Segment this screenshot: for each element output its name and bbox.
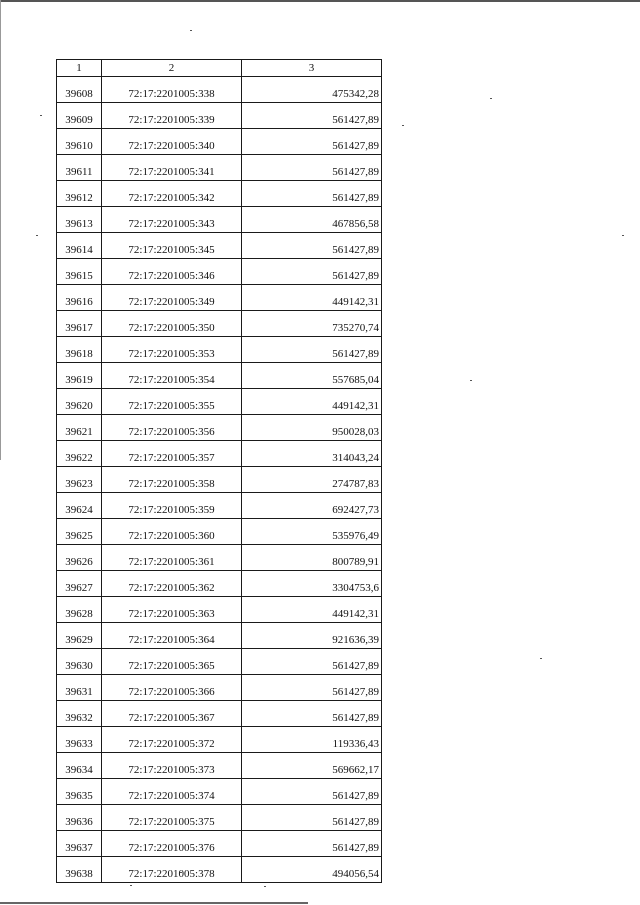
scan-speck [264, 886, 266, 887]
row-number-cell: 39612 [57, 181, 102, 207]
cadastral-value-cell: 569662,17 [242, 753, 382, 779]
row-number-cell: 39633 [57, 727, 102, 753]
scan-speck [622, 235, 624, 236]
row-number-cell: 39613 [57, 207, 102, 233]
cadastral-value-cell: 735270,74 [242, 311, 382, 337]
table-body [57, 77, 382, 883]
cadastral-number-cell: 72:17:2201005:372 [102, 727, 242, 753]
table-row [57, 805, 382, 831]
table-row [57, 155, 382, 181]
table-row [57, 259, 382, 285]
table-row [57, 519, 382, 545]
cadastral-value-cell: 561427,89 [242, 129, 382, 155]
cadastral-number-cell: 72:17:2201005:363 [102, 597, 242, 623]
scan-speck [540, 658, 542, 659]
row-number-cell: 39627 [57, 571, 102, 597]
cadastral-number-cell: 72:17:2201005:346 [102, 259, 242, 285]
cadastral-value-cell: 561427,89 [242, 649, 382, 675]
cadastral-value-cell: 692427,73 [242, 493, 382, 519]
table-row [57, 675, 382, 701]
row-number-cell: 39632 [57, 701, 102, 727]
table-row [57, 77, 382, 103]
row-number-cell: 39615 [57, 259, 102, 285]
row-number-cell: 39611 [57, 155, 102, 181]
cadastral-number-cell: 72:17:2201005:342 [102, 181, 242, 207]
table-row [57, 857, 382, 883]
cadastral-value-cell: 475342,28 [242, 77, 382, 103]
cadastral-number-cell: 72:17:2201005:350 [102, 311, 242, 337]
cadastral-value-cell: 449142,31 [242, 285, 382, 311]
cadastral-value-cell: 561427,89 [242, 155, 382, 181]
table-row [57, 415, 382, 441]
cadastral-value-table [56, 59, 382, 883]
cadastral-number-cell: 72:17:2201005:376 [102, 831, 242, 857]
table-row [57, 311, 382, 337]
column-header-1: 1 [57, 60, 102, 77]
cadastral-number-cell: 72:17:2201005:358 [102, 467, 242, 493]
cadastral-number-cell: 72:17:2201005:349 [102, 285, 242, 311]
cadastral-number-cell: 72:17:2201005:361 [102, 545, 242, 571]
cadastral-number-cell: 72:17:2201005:357 [102, 441, 242, 467]
cadastral-number-cell: 72:17:2201005:366 [102, 675, 242, 701]
cadastral-value-cell: 561427,89 [242, 103, 382, 129]
table-row [57, 441, 382, 467]
cadastral-value-cell: 494056,54 [242, 857, 382, 883]
cadastral-number-cell: 72:17:2201005:355 [102, 389, 242, 415]
top-scan-edge [0, 0, 640, 2]
cadastral-value-cell: 561427,89 [242, 779, 382, 805]
cadastral-value-cell: 561427,89 [242, 675, 382, 701]
row-number-cell: 39620 [57, 389, 102, 415]
table-row [57, 233, 382, 259]
cadastral-value-cell: 561427,89 [242, 337, 382, 363]
cadastral-value-cell: 557685,04 [242, 363, 382, 389]
table-row [57, 467, 382, 493]
table-row [57, 337, 382, 363]
table-header-row [57, 60, 382, 77]
cadastral-value-cell: 921636,39 [242, 623, 382, 649]
cadastral-number-cell: 72:17:2201005:367 [102, 701, 242, 727]
cadastral-number-cell: 72:17:2201005:373 [102, 753, 242, 779]
table-row [57, 181, 382, 207]
scan-speck [40, 115, 42, 116]
row-number-cell: 39628 [57, 597, 102, 623]
cadastral-value-cell: 561427,89 [242, 805, 382, 831]
row-number-cell: 39614 [57, 233, 102, 259]
row-number-cell: 39626 [57, 545, 102, 571]
cadastral-number-cell: 72:17:2201005:345 [102, 233, 242, 259]
cadastral-value-cell: 274787,83 [242, 467, 382, 493]
row-number-cell: 39635 [57, 779, 102, 805]
row-number-cell: 39623 [57, 467, 102, 493]
column-header-2: 2 [102, 60, 242, 77]
scan-speck [490, 98, 492, 99]
cadastral-value-cell: 467856,58 [242, 207, 382, 233]
cadastral-value-cell: 119336,43 [242, 727, 382, 753]
cadastral-value-cell: 535976,49 [242, 519, 382, 545]
row-number-cell: 39609 [57, 103, 102, 129]
row-number-cell: 39624 [57, 493, 102, 519]
row-number-cell: 39608 [57, 77, 102, 103]
row-number-cell: 39610 [57, 129, 102, 155]
cadastral-value-cell: 3304753,6 [242, 571, 382, 597]
cadastral-number-cell: 72:17:2201005:375 [102, 805, 242, 831]
cadastral-number-cell: 72:17:2201005:354 [102, 363, 242, 389]
table-row [57, 727, 382, 753]
cadastral-number-cell: 72:17:2201005:340 [102, 129, 242, 155]
row-number-cell: 39621 [57, 415, 102, 441]
table-row [57, 597, 382, 623]
table-row [57, 389, 382, 415]
cadastral-number-cell: 72:17:2201005:360 [102, 519, 242, 545]
table-row [57, 649, 382, 675]
cadastral-number-cell: 72:17:2201005:359 [102, 493, 242, 519]
row-number-cell: 39637 [57, 831, 102, 857]
cadastral-value-cell: 950028,03 [242, 415, 382, 441]
table-row [57, 493, 382, 519]
cadastral-value-cell: 561427,89 [242, 831, 382, 857]
cadastral-value-cell: 561427,89 [242, 233, 382, 259]
cadastral-value-cell: 561427,89 [242, 181, 382, 207]
cadastral-number-cell: 72:17:2201005:365 [102, 649, 242, 675]
cadastral-number-cell: 72:17:2201005:353 [102, 337, 242, 363]
cadastral-number-cell: 72:17:2201005:341 [102, 155, 242, 181]
row-number-cell: 39617 [57, 311, 102, 337]
row-number-cell: 39622 [57, 441, 102, 467]
cadastral-value-cell: 561427,89 [242, 259, 382, 285]
row-number-cell: 39636 [57, 805, 102, 831]
column-header-3: 3 [242, 60, 382, 77]
row-number-cell: 39634 [57, 753, 102, 779]
table-row [57, 779, 382, 805]
left-scan-edge [0, 0, 1, 460]
cadastral-value-cell: 449142,31 [242, 597, 382, 623]
table-row [57, 103, 382, 129]
table-row [57, 623, 382, 649]
row-number-cell: 39629 [57, 623, 102, 649]
scan-speck [470, 380, 472, 381]
table-row [57, 207, 382, 233]
scan-speck [190, 30, 192, 31]
row-number-cell: 39618 [57, 337, 102, 363]
row-number-cell: 39616 [57, 285, 102, 311]
row-number-cell: 39619 [57, 363, 102, 389]
bottom-scan-edge [0, 902, 308, 904]
cadastral-number-cell: 72:17:2201005:378 [102, 857, 242, 883]
scan-speck [36, 235, 38, 236]
table-row [57, 753, 382, 779]
cadastral-number-cell: 72:17:2201005:362 [102, 571, 242, 597]
table-row [57, 129, 382, 155]
cadastral-value-cell: 449142,31 [242, 389, 382, 415]
cadastral-value-cell: 800789,91 [242, 545, 382, 571]
row-number-cell: 39625 [57, 519, 102, 545]
cadastral-number-cell: 72:17:2201005:343 [102, 207, 242, 233]
cadastral-number-cell: 72:17:2201005:364 [102, 623, 242, 649]
cadastral-value-cell: 314043,24 [242, 441, 382, 467]
table-row [57, 545, 382, 571]
row-number-cell: 39631 [57, 675, 102, 701]
table-row [57, 285, 382, 311]
row-number-cell: 39630 [57, 649, 102, 675]
table-row [57, 701, 382, 727]
cadastral-number-cell: 72:17:2201005:356 [102, 415, 242, 441]
cadastral-number-cell: 72:17:2201005:374 [102, 779, 242, 805]
row-number-cell: 39638 [57, 857, 102, 883]
scan-speck [130, 885, 132, 886]
cadastral-value-cell: 561427,89 [242, 701, 382, 727]
cadastral-number-cell: 72:17:2201005:338 [102, 77, 242, 103]
scan-speck [402, 125, 404, 126]
table-row [57, 363, 382, 389]
table-row [57, 831, 382, 857]
cadastral-number-cell: 72:17:2201005:339 [102, 103, 242, 129]
table-row [57, 571, 382, 597]
